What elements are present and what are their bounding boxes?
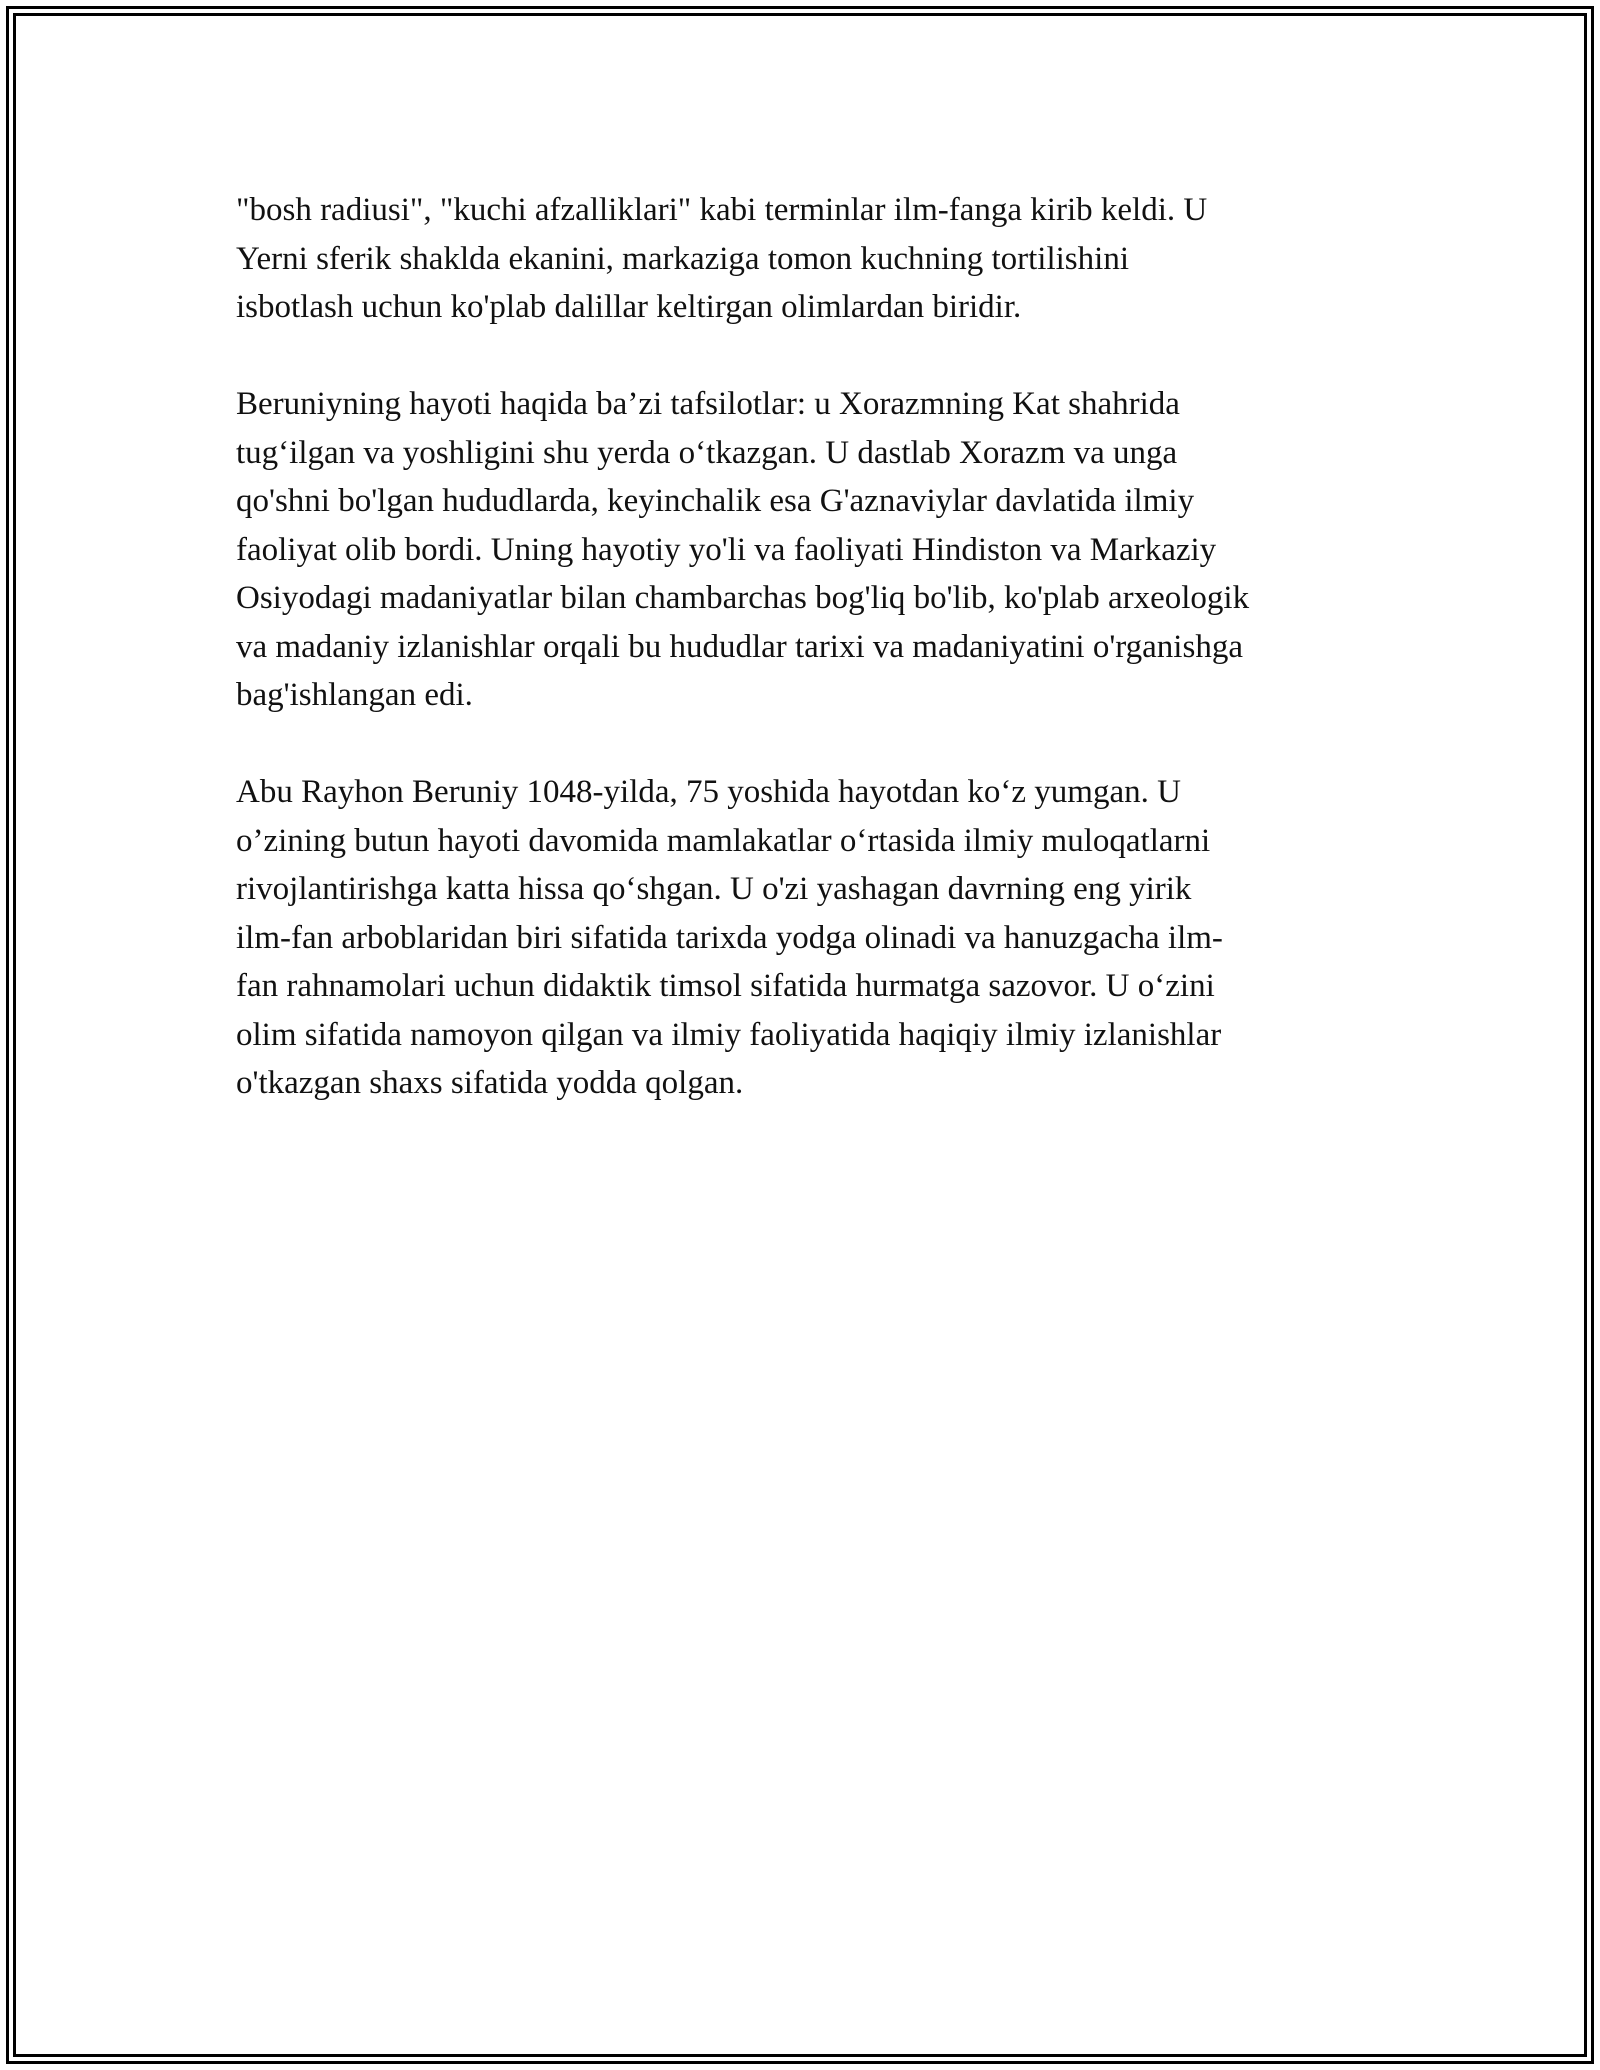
paragraph-1	[236, 186, 1364, 332]
document-body	[236, 186, 1364, 1156]
text-line: isbotlash uchun ko'plab dalillar keltirgan olimlardan biridir.	[236, 289, 1022, 325]
text-line: "bosh radiusi", "kuchi afzalliklari" kabi terminlar ilm-fanga kirib keldi. U	[236, 192, 1208, 228]
text-line: Abu Rayhon Beruniy 1048-yilda, 75 yoshida hayotdan ko‘z yumgan. U	[236, 774, 1181, 810]
text-line: Beruniyning hayoti haqida ba’zi tafsilotlar: u Xorazmning Kat shahrida	[236, 386, 1180, 422]
text-line: olim sifatida namoyon qilgan va ilmiy faoliyatida haqiqiy ilmiy izlanishlar	[236, 1016, 1222, 1053]
text-line: bag'ishlangan edi.	[236, 677, 473, 713]
text-line: va madaniy izlanishlar orqali bu hududlar tarixi va madaniyatini o'rganishga	[236, 628, 1243, 665]
text-line: qo'shni bo'lgan hududlarda, keyinchalik esa G'aznaviylar davlatida ilmiy	[236, 483, 1195, 519]
text-line: o'tkazgan shaxs sifatida yodda qolgan.	[236, 1065, 744, 1101]
text-line: Yerni sferik shaklda ekanini, markaziga tomon kuchning tortilishini	[236, 240, 1129, 277]
paragraph-2	[236, 380, 1364, 720]
paragraph-3	[236, 768, 1364, 1108]
text-line: fan rahnamolari uchun didaktik timsol sifatida hurmatga sazovor. U o‘zini	[236, 968, 1215, 1004]
text-line: faoliyat olib bordi. Uning hayotiy yo'li va faoliyati Hindiston va Markaziy	[236, 531, 1217, 568]
text-line: rivojlantirishga katta hissa qo‘shgan. U o'zi yashagan davrning eng yirik	[236, 871, 1192, 907]
text-line: Osiyodagi madaniyatlar bilan chambarchas bog'liq bo'lib, ko'plab arxeologik	[236, 580, 1250, 616]
text-line: tug‘ilgan va yoshligini shu yerda o‘tkazgan. U dastlab Xorazm va unga	[236, 434, 1178, 471]
text-line: o’zining butun hayoti davomida mamlakatlar o‘rtasida ilmiy muloqatlarni	[236, 822, 1211, 859]
text-line: ilm-fan arboblaridan biri sifatida tarixda yodga olinadi va hanuzgacha ilm-	[236, 919, 1223, 956]
